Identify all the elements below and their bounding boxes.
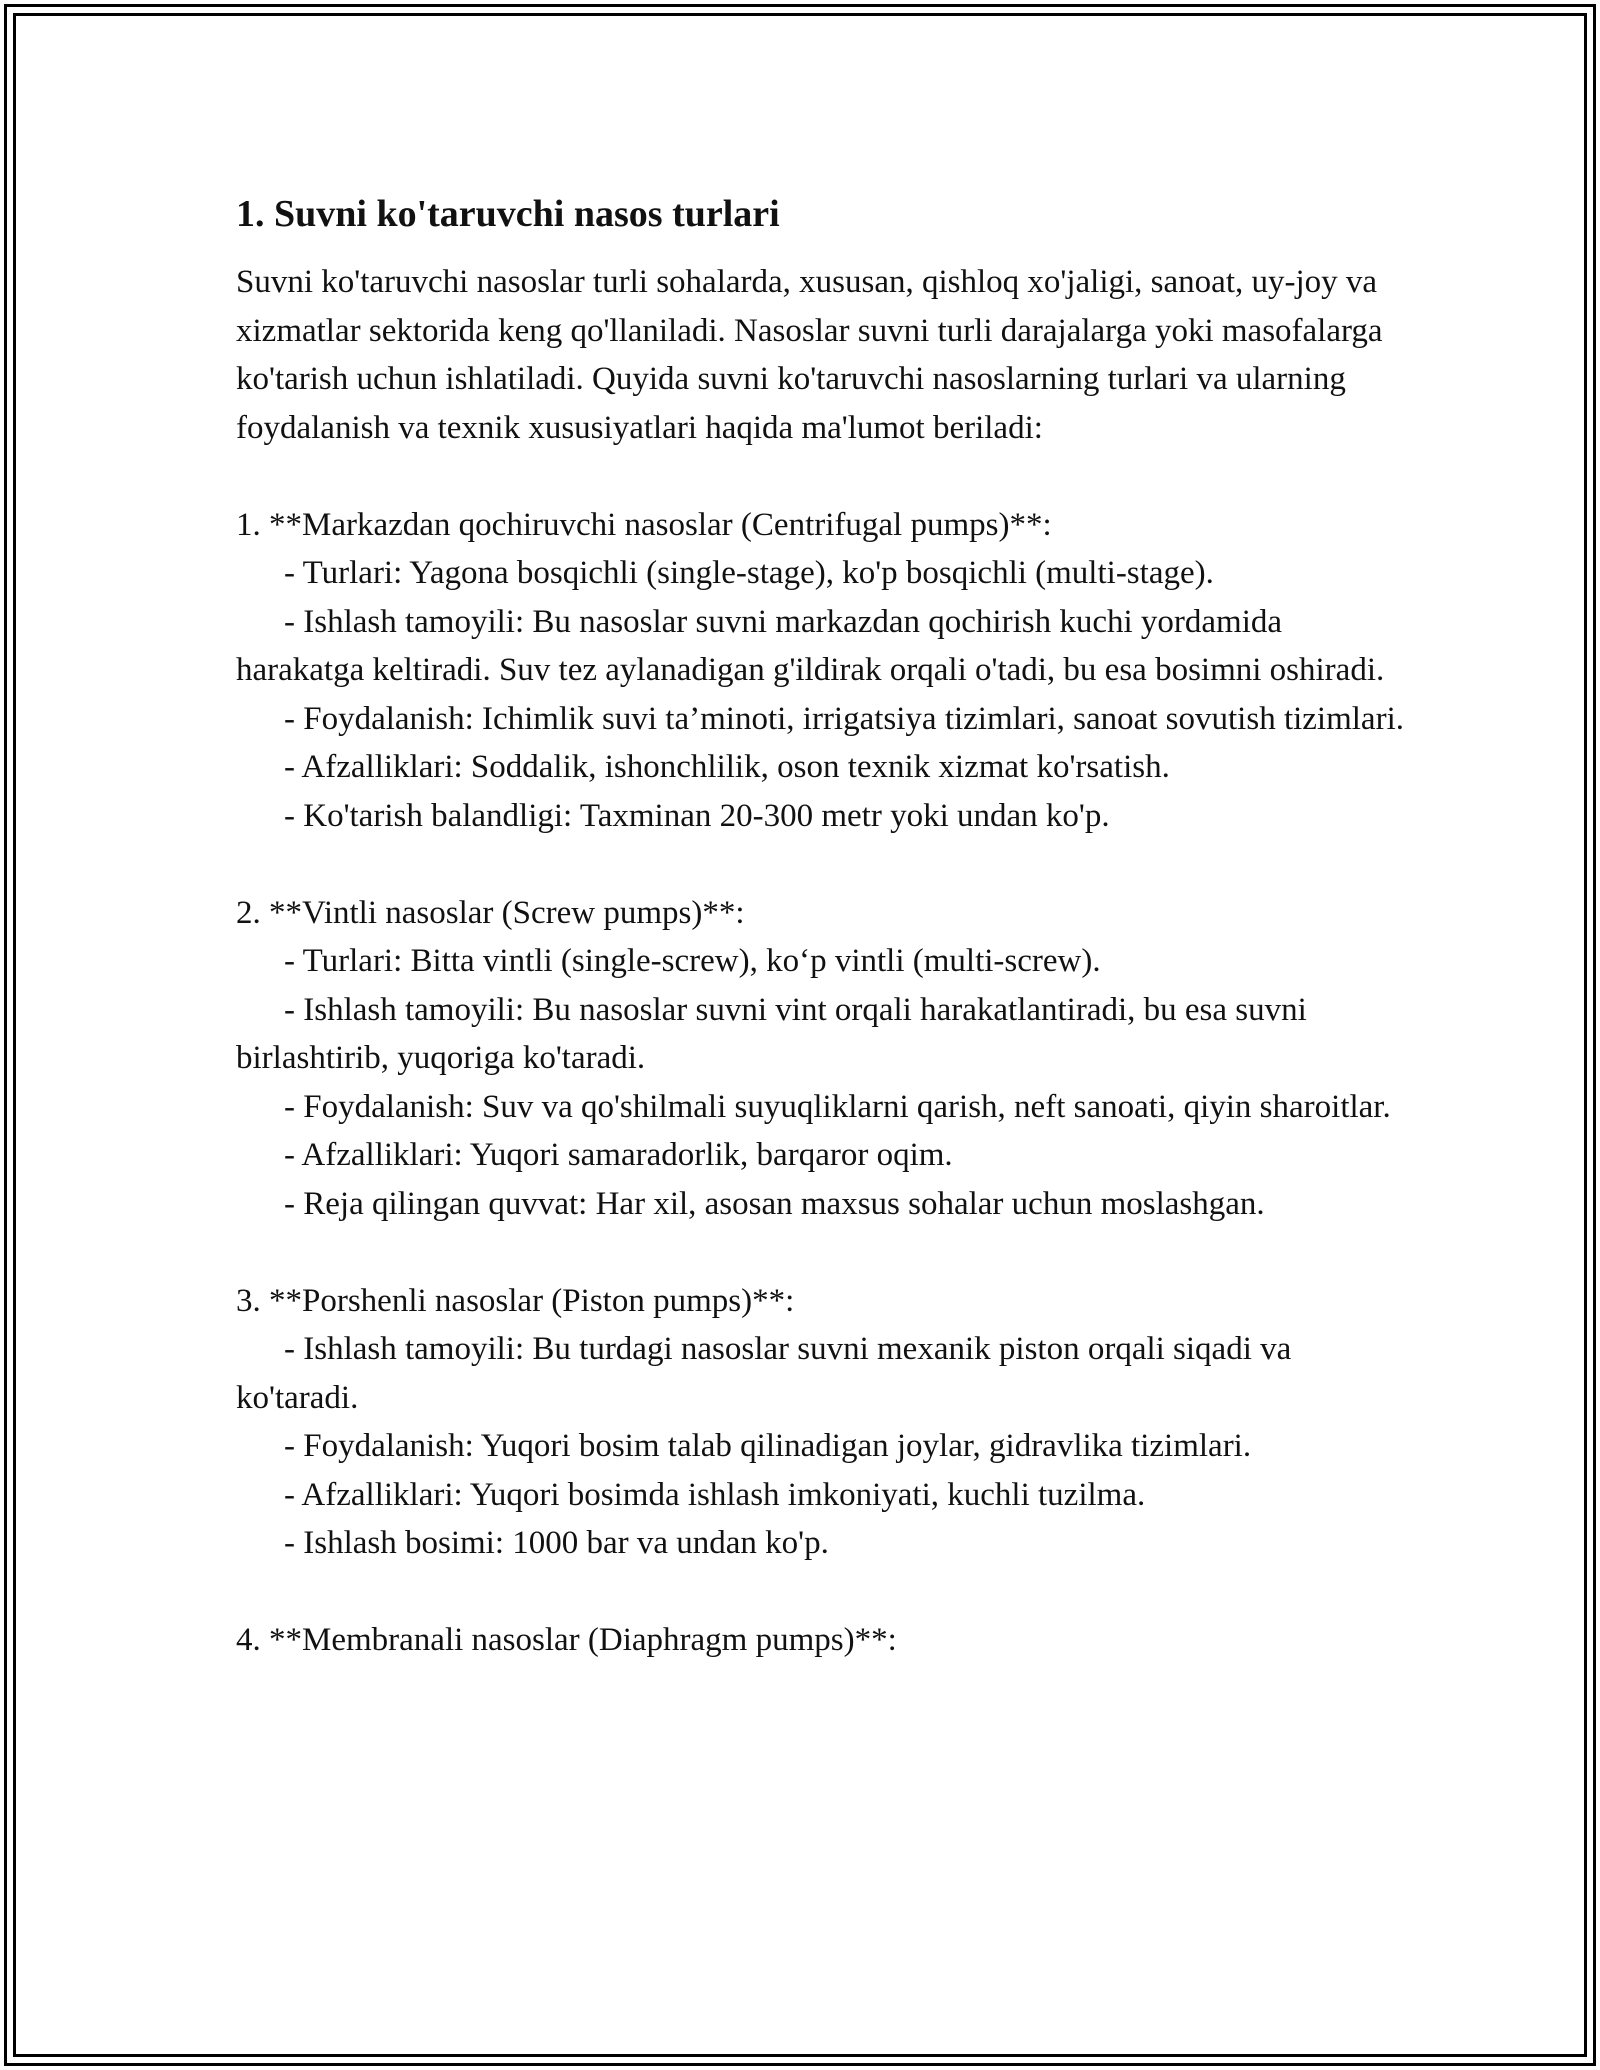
intro-paragraph: Suvni ko'taruvchi nasoslar turli sohalarda, xususan, qishloq xo'jaligi, sanoat, uy-joy va xizmatlar sektorida keng qo'llaniladi. Nasoslar suvni turli darajalarga yoki masofalarga ko'tarish uchun ishlatiladi. Quyida suvni ko'taruvchi nasoslarning turlari va ularning foydalanish va texnik xususiyatlari haqida ma'lumot beriladi: — [236, 264, 1383, 446]
section-line: - Ishlash tamoyili: Bu turdagi nasoslar suvni mexanik piston orqali siqadi va ko'taradi. — [236, 1331, 1292, 1416]
section-line: - Afzalliklari: Yuqori bosimda ishlash imkoniyati, kuchli tuzilma. — [284, 1476, 1146, 1513]
document-body — [236, 188, 1416, 1665]
section-line: - Turlari: Yagona bosqichli (single-stage), ko'p bosqichli (multi-stage). — [284, 555, 1214, 591]
section-line: - Foydalanish: Yuqori bosim talab qilinadigan joylar, gidravlika tizimlari. — [284, 1428, 1252, 1464]
section-line: - Foydalanish: Suv va qo'shilmali suyuqliklarni qarish, neft sanoati, qiyin sharoitlar. — [284, 1088, 1391, 1125]
section-line: - Ishlash bosimi: 1000 bar va undan ko'p. — [284, 1525, 829, 1561]
pump-section-diaphragm — [236, 1616, 1416, 1665]
section-line: - Ko'tarish balandligi: Taxminan 20-300 metr yoki undan ko'p. — [284, 797, 1110, 834]
section-line: - Turlari: Bitta vintli (single-screw), ko‘p vintli (multi-screw). — [284, 943, 1101, 979]
pump-section-screw — [236, 889, 1416, 1229]
section-heading: 4. **Membranali nasoslar (Diaphragm pumps)**: — [236, 1622, 897, 1658]
pump-section-piston — [236, 1277, 1416, 1568]
spacer — [236, 1228, 1416, 1277]
spacer — [236, 1568, 1416, 1617]
document-title: 1. Suvni ko'taruvchi nasos turlari — [236, 193, 780, 235]
pump-section-centrifugal — [236, 501, 1416, 841]
section-heading: 2. **Vintli nasoslar (Screw pumps)**: — [236, 894, 745, 931]
section-line: - Ishlash tamoyili: Bu nasoslar suvni markazdan qochirish kuchi yordamida harakatga keltiradi. Suv tez aylanadigan g'ildirak orqali o'tadi, bu esa bosimni oshiradi. — [236, 603, 1385, 688]
section-line: - Afzalliklari: Soddalik, ishonchlilik, oson texnik xizmat ko'rsatish. — [284, 749, 1170, 785]
spacer — [236, 452, 1416, 501]
section-line: - Foydalanish: Ichimlik suvi ta’minoti, irrigatsiya tizimlari, sanoat sovutish tizimlari. — [284, 700, 1404, 737]
spacer — [236, 840, 1416, 889]
section-line: - Ishlash tamoyili: Bu nasoslar suvni vint orqali harakatlantiradi, bu esa suvni birlashtirib, yuqoriga ko'taradi. — [236, 991, 1307, 1076]
section-line: - Afzalliklari: Yuqori samaradorlik, barqaror oqim. — [284, 1137, 953, 1173]
section-line: - Reja qilingan quvvat: Har xil, asosan maxsus sohalar uchun moslashgan. — [284, 1185, 1265, 1222]
section-heading: 3. **Porshenli nasoslar (Piston pumps)**: — [236, 1282, 795, 1319]
section-heading: 1. **Markazdan qochiruvchi nasoslar (Centrifugal pumps)**: — [236, 506, 1052, 543]
